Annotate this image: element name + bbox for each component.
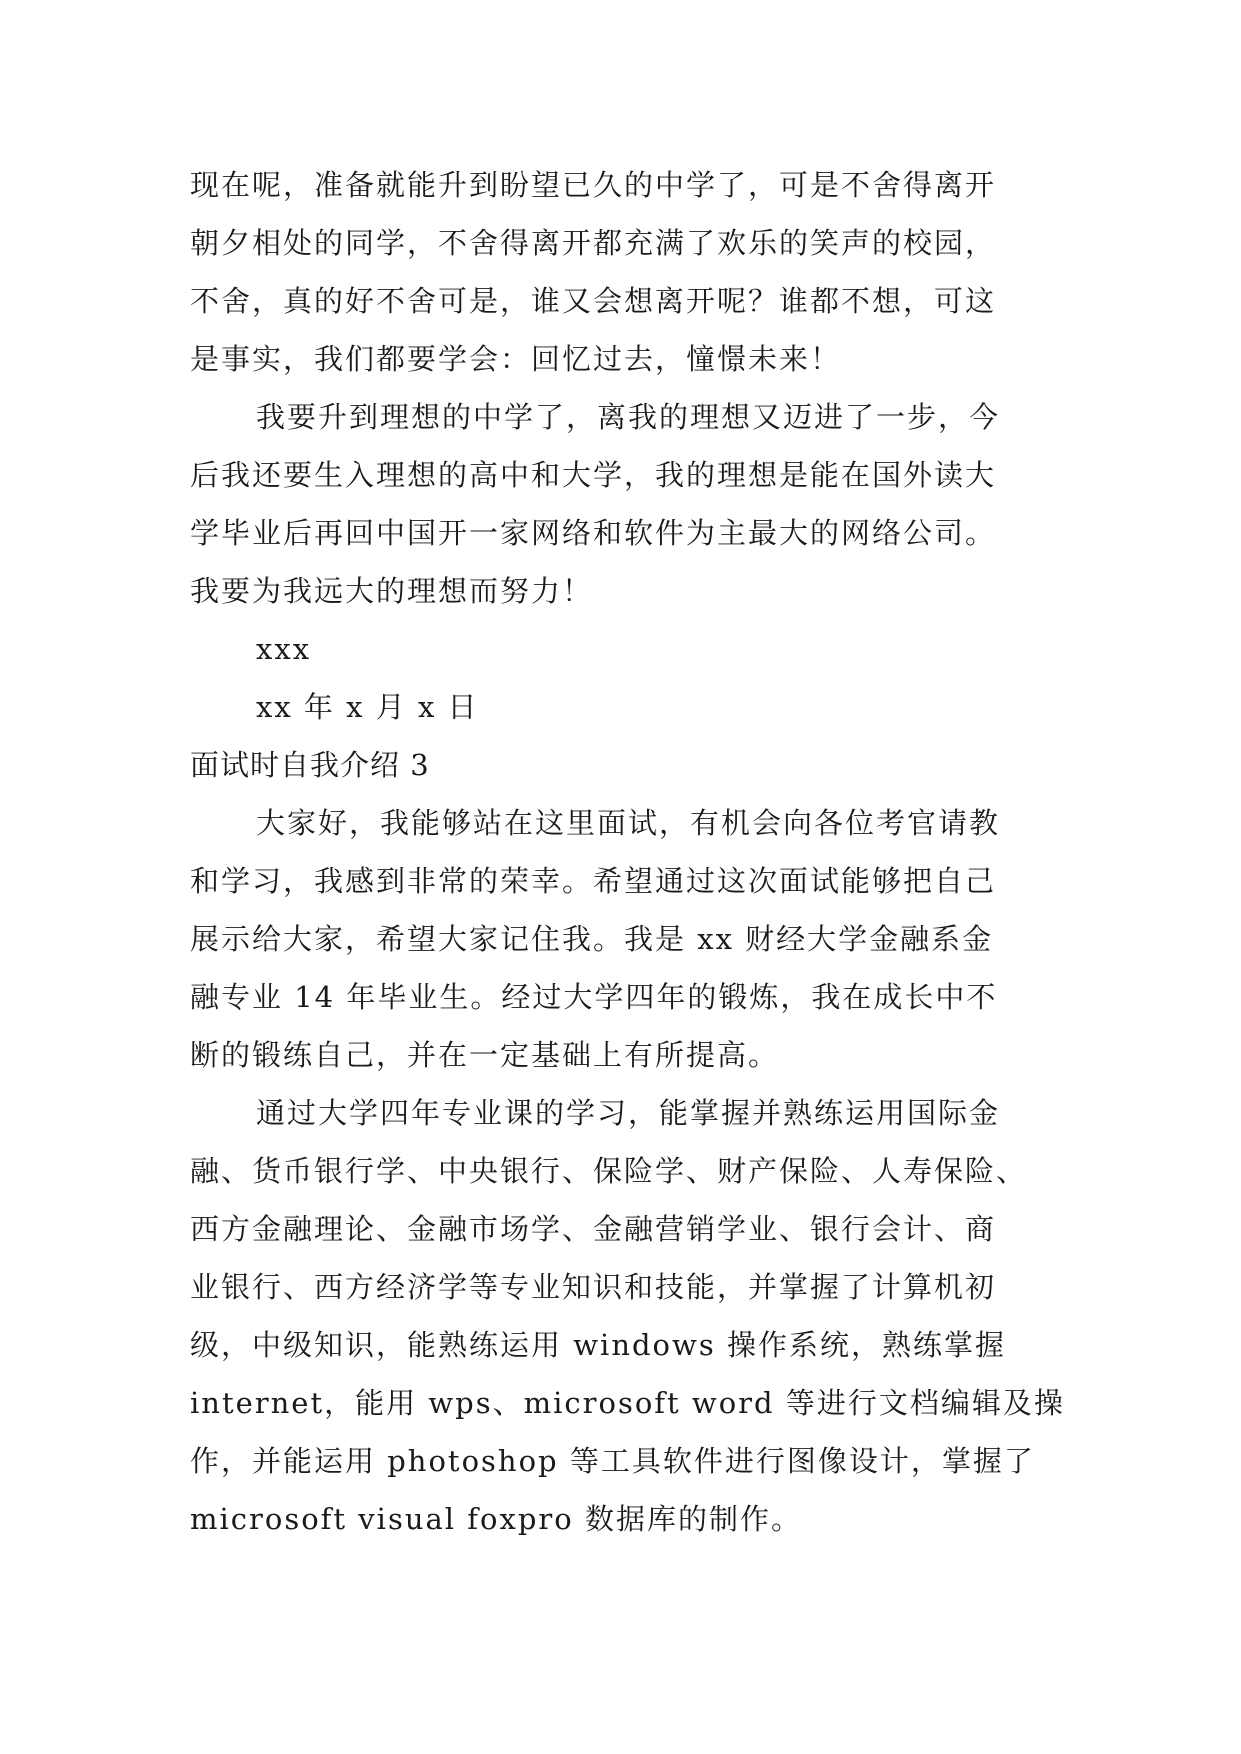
paragraph-line: microsoft visual foxpro 数据库的制作。 bbox=[190, 1502, 802, 1536]
paragraph-line: 作，并能运用 photoshop 等工具软件进行图像设计，掌握了 bbox=[190, 1444, 1035, 1478]
document-body bbox=[190, 156, 1065, 1548]
signature-date: xx 年 x 月 x 日 bbox=[256, 690, 479, 724]
paragraph-2 bbox=[190, 388, 1050, 620]
section-heading: 面试时自我介绍 3 bbox=[190, 748, 430, 782]
paragraph-4 bbox=[190, 1084, 1065, 1548]
paragraph-line: 现在呢，准备就能升到盼望已久的中学了，可是不舍得离开 bbox=[190, 168, 997, 202]
paragraph-line: 学毕业后再回中国开一家网络和软件为主最大的网络公司。 bbox=[190, 516, 997, 550]
paragraph-line: 通过大学四年专业课的学习，能掌握并熟练运用国际金 bbox=[256, 1096, 1001, 1130]
paragraph-line: 和学习，我感到非常的荣幸。希望通过这次面试能够把自己 bbox=[190, 864, 997, 898]
paragraph-line: 我要为我远大的理想而努力！ bbox=[190, 574, 594, 608]
paragraph-line: 是事实，我们都要学会：回忆过去，憧憬未来！ bbox=[190, 342, 842, 376]
paragraph-line: 融、货币银行学、中央银行、保险学、财产保险、人寿保险、 bbox=[190, 1154, 1028, 1188]
paragraph-line: 我要升到理想的中学了，离我的理想又迈进了一步，今 bbox=[256, 400, 1001, 434]
paragraph-1 bbox=[190, 156, 1050, 388]
paragraph-line: 后我还要生入理想的高中和大学，我的理想是能在国外读大 bbox=[190, 458, 997, 492]
paragraph-line: 不舍，真的好不舍可是，谁又会想离开呢？谁都不想，可这 bbox=[190, 284, 997, 318]
paragraph-line: 大家好，我能够站在这里面试，有机会向各位考官请教 bbox=[256, 806, 1001, 840]
paragraph-line: 展示给大家，希望大家记住我。我是 xx 财经大学金融系金 bbox=[190, 922, 994, 956]
paragraph-line: 朝夕相处的同学，不舍得离开都充满了欢乐的笑声的校园， bbox=[190, 226, 997, 260]
paragraph-line: 西方金融理论、金融市场学、金融营销学业、银行会计、商 bbox=[190, 1212, 997, 1246]
paragraph-line: 断的锻练自己，并在一定基础上有所提高。 bbox=[190, 1038, 780, 1072]
signature-name: xxx bbox=[256, 632, 312, 666]
paragraph-line: 融专业 14 年毕业生。经过大学四年的锻炼，我在成长中不 bbox=[190, 980, 998, 1014]
paragraph-3 bbox=[190, 794, 1050, 1084]
paragraph-line: 级，中级知识，能熟练运用 windows 操作系统，熟练掌握 bbox=[190, 1328, 1006, 1362]
signature-block bbox=[190, 620, 1050, 736]
paragraph-line: 业银行、西方经济学等专业知识和技能，并掌握了计算机初 bbox=[190, 1270, 997, 1304]
paragraph-line: internet，能用 wps、microsoft word 等进行文档编辑及操 bbox=[190, 1386, 1065, 1420]
